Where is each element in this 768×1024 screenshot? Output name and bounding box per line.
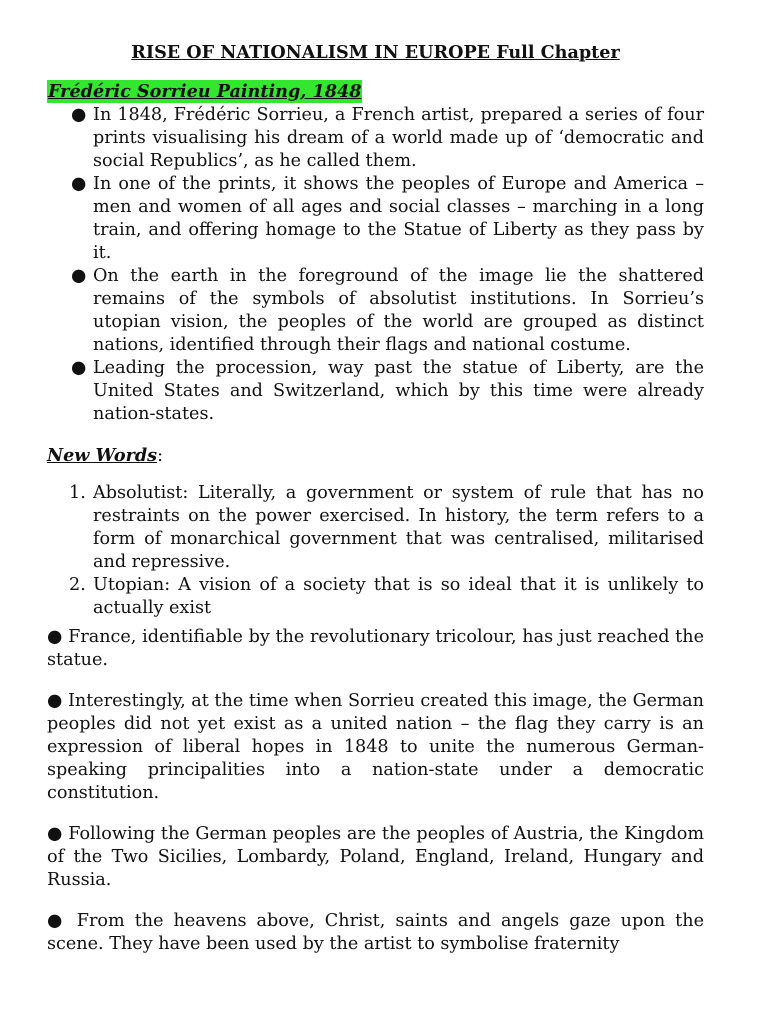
- paragraph: ● Following the German peoples are the peoples of Austria, the Kingdom of the Two Sicilies, Lombardy, Poland, England, Ireland, Hungary and Russia.: [47, 824, 704, 890]
- section-heading-wrapper: [47, 80, 704, 104]
- bullet-dot-icon: ●: [71, 358, 87, 378]
- bullet-item: [71, 173, 704, 265]
- paragraph: ● France, identifiable by the revolutionary tricolour, has just reached the statue.: [47, 627, 704, 670]
- bullet-text: In one of the prints, it shows the peoples of Europe and America – men and women of all ages and social classes – marching in a long train, and offering homage to the Statue of Liberty as they pass by it.: [93, 174, 704, 263]
- bullet-text: In 1848, Frédéric Sorrieu, a French artist, prepared a series of four prints visualising his dream of a world made up of ‘democratic and social Republics’, as he called them.: [93, 105, 704, 171]
- new-words-heading: [47, 444, 704, 468]
- definition-item: [69, 574, 704, 620]
- definition-item: [69, 482, 704, 574]
- bullet-dot-icon: ●: [71, 174, 87, 194]
- definition-number: 2.: [69, 575, 86, 595]
- bullet-dot-icon: ●: [71, 105, 87, 125]
- bullet-list: [47, 104, 704, 426]
- paragraph: ● From the heavens above, Christ, saints and angels gaze upon the scene. They have been used by the artist to symbolise fraternity: [47, 911, 704, 954]
- bullet-item: [71, 104, 704, 173]
- page-title: RISE OF NATIONALISM IN EUROPE Full Chapter: [131, 42, 620, 63]
- new-words-colon: :: [157, 446, 164, 466]
- section-heading: Frédéric Sorrieu Painting, 1848: [48, 81, 362, 102]
- bullet-item: [71, 357, 704, 426]
- definition-text: Utopian: A vision of a society that is so ideal that it is unlikely to actually exist: [93, 575, 704, 618]
- bullet-text: On the earth in the foreground of the image lie the shattered remains of the symbols of absolutist institutions. In Sorrieu’s utopian vision, the peoples of the world are grouped as distinct nations, identified through their flags and national costume.: [93, 266, 704, 355]
- paragraph: ● Interestingly, at the time when Sorrieu created this image, the German peoples did not yet exist as a united nation – the flag they carry is an expression of liberal hopes in 1848 to unite the numerous German-speaking principalities into a nation-state under a democratic constitution.: [47, 691, 704, 803]
- spacer: [47, 426, 704, 444]
- definitions-list: [47, 482, 704, 620]
- bullet-item: [71, 265, 704, 357]
- new-words-label: New Words: [47, 445, 158, 466]
- document-page: [47, 40, 704, 974]
- bullet-text: Leading the procession, way past the statue of Liberty, are the United States and Switzerland, which by this time were already nation-states.: [93, 358, 704, 424]
- definition-text: Absolutist: Literally, a government or system of rule that has no restraints on the power exercised. In history, the term refers to a form of monarchical government that was centralised, militarised and repressive.: [93, 483, 704, 572]
- definition-number: 1.: [69, 483, 86, 503]
- bullet-dot-icon: ●: [71, 266, 87, 286]
